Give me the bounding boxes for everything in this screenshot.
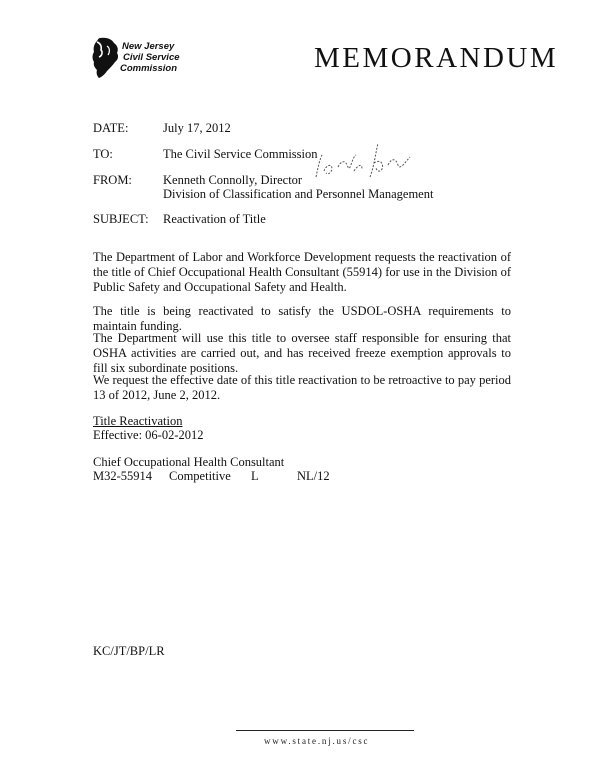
reactivation-details — [93, 469, 330, 484]
typist-initials: KC/JT/BP/LR — [93, 644, 165, 658]
logo-line-2: Civil Service — [123, 52, 180, 63]
logo-text — [120, 41, 180, 74]
reactivation-effective: Effective: 06-02-2012 — [93, 428, 204, 442]
paragraph-purpose: The Department will use this title to oversee staff responsible for ensuring that OSHA activities are carried out, and has received freeze exemption approvals to fill six subordinate positions. — [93, 331, 511, 375]
logo-line-3: Commission — [120, 63, 178, 74]
subject-label: SUBJECT: — [93, 212, 149, 226]
subject-value: Reactivation of Title — [163, 212, 266, 226]
footer-rule — [236, 730, 414, 731]
from-name: Kenneth Connolly, Director — [163, 173, 303, 187]
date-value: July 17, 2012 — [163, 121, 231, 135]
title-class: L — [251, 469, 259, 483]
paragraph-effective-date: We request the effective date of this title reactivation to be retroactive to pay period 13 of 2012, June 2, 2012. — [93, 373, 511, 402]
title-union: NL/12 — [297, 469, 330, 483]
nj-csc-logo — [88, 36, 198, 80]
from-label: FROM: — [93, 173, 132, 187]
state-silhouette-icon — [88, 36, 122, 80]
logo-line-1: New Jersey — [122, 41, 175, 52]
paragraph-reason: The title is being reactivated to satisfy the USDOL-OSHA requirements to maintain funding. — [93, 304, 511, 333]
handwritten-signature — [296, 137, 416, 189]
title-code: M32-55914 — [93, 469, 153, 483]
from-division: Division of Classification and Personnel Management — [163, 187, 434, 201]
to-value: The Civil Service Commission — [163, 147, 318, 161]
memo-title: MEMORANDUM — [314, 42, 559, 74]
paragraph-request: The Department of Labor and Workforce Development requests the reactivation of the title of Chief Occupational Health Consultant (55914) for use in the Division of Public Safety and Occupational Safety and Health. — [93, 250, 511, 294]
reactivation-heading: Title Reactivation — [93, 414, 183, 428]
to-label: TO: — [93, 147, 113, 161]
footer-url: www.state.nj.us/csc — [264, 736, 370, 746]
reactivation-title-name: Chief Occupational Health Consultant — [93, 455, 285, 469]
date-label: DATE: — [93, 121, 129, 135]
title-status: Competitive — [169, 469, 231, 483]
